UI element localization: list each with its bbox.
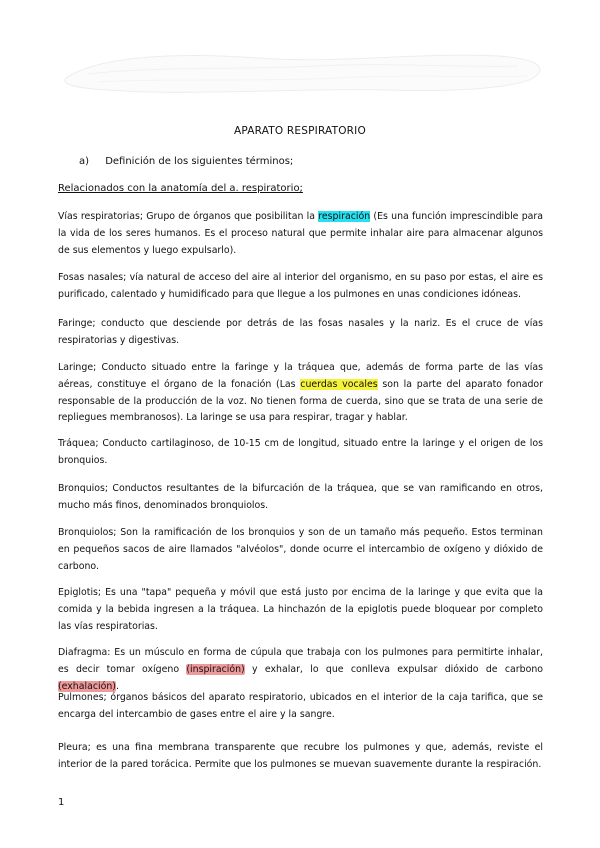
paragraph-bronquiolos: Bronquiolos; Son la ramificación de los bronquios y son de un tamaño más pequeño. Estos terminan en pequeños sacos de aire llamados "alvéolos", donde ocurre el intercambio de oxígeno y dióxido de carbono. [58,527,543,572]
decorative-watermark [58,48,553,98]
paragraph-pleura: Pleura; es una fina membrana transparente que recubre los pulmones y que, además, reviste el interior de la pared torácica. Permite que los pulmones se muevan suavemente durante la respiración. [58,742,543,770]
text-segment: son la parte del aparato fonador responsable de la producción de la voz. No tienen forma de cuerda, sino que se trata de una serie de repliegues membranosos). La laringe se usa para respirar, tragar y hablar. [58,378,544,424]
paragraph-vias-respiratorias [58,209,543,259]
paragraph-traquea: Tráquea; Conducto cartilaginoso, de 10-15 cm de longitud, situado entre la laringe y el origen de los bronquios. [58,438,543,466]
paragraph-bronquios: Bronquios; Conductos resultantes de la bifurcación de la tráquea, que se van ramificando en otros, mucho más finos, denominados bronquiolos. [58,483,543,511]
text-segment: y exhalar, lo que conlleva expulsar dióxido de carbono [244,663,543,675]
paragraph-fosas-nasales: Fosas nasales; vía natural de acceso del aire al interior del organismo, en su paso por estas, el aire es purificado, calentado y humidificado para que llegue a los pulmones en unas condiciones idóneas. [58,272,543,300]
paragraph-pulmones: Pulmones; órganos básicos del aparato respiratorio, ubicados en el interior de la caja tarifica, que se encarga del intercambio de gases entre el aire y la sangre. [58,692,543,720]
highlight-exhalacion: (exhalación) [58,680,116,692]
text-segment: Diafragma: Es un músculo en forma de cúpula que trabaja con los pulmones para permitirte inhalar, es decir tomar oxígeno [58,647,543,675]
section-a-label: a) [79,156,90,167]
section-a-text: Definición de los siguientes términos; [105,156,294,167]
highlight-cuerdas-vocales: cuerdas vocales [300,378,378,390]
section-a [79,156,293,167]
highlight-respiracion: respiración [318,211,371,222]
highlight-inspiracion: (inspiración) [186,663,245,675]
paragraph-diafragma [58,645,543,695]
text-segment: Vías respiratorias; Grupo de órganos que posibilitan la [58,211,319,222]
document-title: APARATO RESPIRATORIO [234,125,366,137]
paragraph-epiglotis: Epiglotis; Es una "tapa" pequeña y móvil que está justo por encima de la laringe y que evita que la comida y la bebida ingresen a la tráquea. La hinchazón de la epiglotis puede bloquear por completo las vías respiratorias. [58,587,543,632]
text-segment: . [115,680,119,692]
page-number: 1 [58,797,65,808]
text-segment: Laringe; Conducto situado entre la faringe y la tráquea que, además de forma parte de las vías aéreas, constituye el órgano de la fonación (Las [58,362,543,390]
paragraph-laringe [58,360,543,427]
paragraph-faringe: Faringe; conducto que desciende por detrás de las fosas nasales y la nariz. Es el cruce de vías respiratorias y digestivas. [58,318,543,346]
text-segment: (Es una función imprescindible para la vida de los seres humanos. Es el proceso natural que permite inhalar aire para almacenar algunos de sus elementos y luego expulsarlo). [58,211,543,256]
subheading: Relacionados con la anatomía del a. respiratorio; [58,183,303,194]
